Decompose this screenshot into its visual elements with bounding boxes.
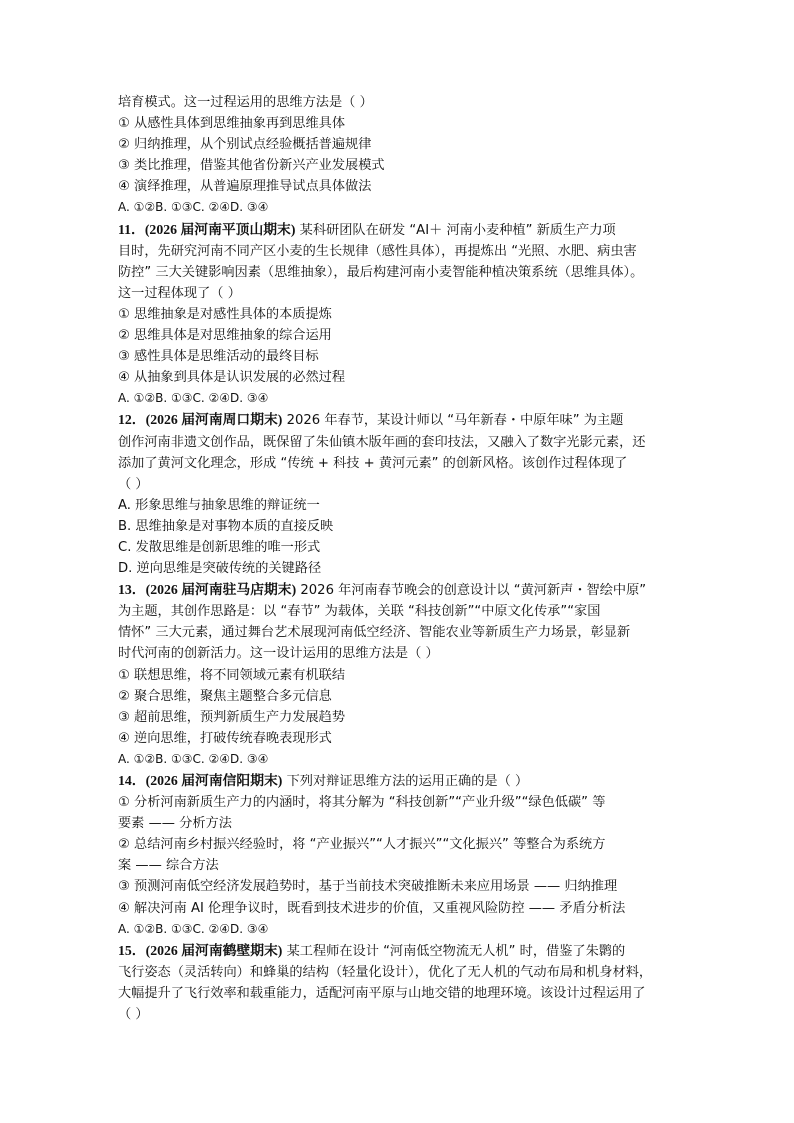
question-stem-line: 14．(2026 届河南信阳期末) 下列对辩证思维方法的运用正确的是（ ） [118, 773, 529, 789]
question-14 [118, 770, 694, 940]
option-1-cont: 要素 —— 分析方法 [118, 816, 232, 832]
option-3: ③ 感性具体是思维活动的最终目标 [118, 349, 319, 365]
question-number: 15．(2026 届河南鹤壁期末) [118, 942, 283, 958]
option-3: ③ 类比推理，借鉴其他省份新兴产业发展模式 [118, 158, 385, 174]
option-c: C. 发散思维是创新思维的唯一形式 [118, 539, 321, 555]
question-stem-line: 12．(2026 届河南周口期末) 2026 年春节，某设计师以 “马年新春・中原年味” 为主题 [118, 412, 624, 429]
question-10-tail [118, 92, 694, 219]
question-11 [118, 219, 694, 410]
question-stem-line: 为主题，其创作思路是：以 “春节” 为载体，关联 “科技创新”“中原文化传承”“家国 [118, 604, 601, 620]
question-stem-line: 目时，先研究河南不同产区小麦的生长规律（感性具体），再提炼出 “光照、水肥、病虫害 [118, 243, 637, 259]
question-stem-line: 防控” 三大关键影响因素（思维抽象），最后构建河南小麦智能种植决策系统（思维具体）。 [118, 264, 644, 280]
answer-choices: A. ①②B. ①③C. ②④D. ③④ [118, 391, 269, 406]
question-stem-line: 大幅提升了飞行效率和载重能力，适配河南平原与山地交错的地理环境。该设计过程运用了 [118, 985, 646, 1001]
question-number: 11．(2026 届河南平顶山期末) [118, 221, 296, 237]
option-4: ④ 逆向思维，打破传统春晚表现形式 [118, 730, 332, 746]
answer-choices: A. ①②B. ①③C. ②④D. ③④ [118, 200, 269, 215]
option-3: ③ 超前思维，预判新质生产力发展趋势 [118, 709, 346, 725]
option-b: B. 思维抽象是对事物本质的直接反映 [118, 518, 334, 534]
question-stem-line: 这一过程体现了（ ） [118, 285, 241, 301]
question-number: 14．(2026 届河南信阳期末) [118, 773, 283, 788]
option-a: A. 形象思维与抽象思维的辩证统一 [118, 497, 320, 513]
question-stem-line: 飞行姿态（灵活转向）和蜂巢的结构（轻量化设计），优化了无人机的气动布局和机身材料， [118, 964, 653, 980]
option-2: ② 思维具体是对思维抽象的综合运用 [118, 328, 332, 344]
question-stem-line: （ ） [118, 476, 149, 492]
option-2: ② 聚合思维，聚焦主题整合多元信息 [118, 688, 332, 704]
question-number: 12．(2026 届河南周口期末) [118, 412, 283, 428]
question-stem-line: 11．(2026 届河南平顶山期末) 某科研团队在研发 “AI＋ 河南小麦种植” 新质生产力项 [118, 221, 616, 238]
question-13 [118, 579, 694, 770]
option-1: ① 从感性具体到思维抽象再到思维具体 [118, 116, 346, 132]
option-4: ④ 演绎推理，从普遍原理推导试点具体做法 [118, 179, 372, 195]
question-12 [118, 409, 694, 579]
answer-choices: A. ①②B. ①③C. ②④D. ③④ [118, 751, 269, 766]
answer-choices: A. ①②B. ①③C. ②④D. ③④ [118, 921, 269, 936]
question-stem-line: 创作河南非遗文创作品，既保留了朱仙镇木版年画的套印技法，又融入了数字光影元素，还 [118, 434, 646, 450]
option-2: ② 总结河南乡村振兴经验时，将 “产业振兴”“人才振兴”“文化振兴” 等整合为系统方 [118, 837, 606, 853]
question-stem-line: 15．(2026 届河南鹤壁期末) 某工程师在设计 “河南低空物流无人机” 时，借鉴了朱鹮的 [118, 942, 626, 959]
option-3: ③ 预测河南低空经济发展趋势时，基于当前技术突破推断未来应用场景 —— 归纳推理 [118, 879, 618, 895]
option-d: D. 逆向思维是突破传统的关键路径 [118, 561, 322, 577]
question-number: 13．(2026 届河南驻马店期末) [118, 582, 297, 598]
option-1: ① 联想思维，将不同领域元素有机联结 [118, 667, 346, 683]
question-15 [118, 940, 694, 1025]
option-1: ① 思维抽象是对感性具体的本质提炼 [118, 306, 332, 322]
question-stem-line: 情怀” 三大元素，通过舞台艺术展现河南低空经济、智能农业等新质生产力场景，彰显新 [118, 625, 631, 641]
question-stem-line: 时代河南的创新活力。这一设计运用的思维方法是（ ） [118, 646, 439, 662]
question-stem-line: （ ） [118, 1007, 149, 1023]
option-1: ① 分析河南新质生产力的内涵时，将其分解为 “科技创新”“产业升级”“绿色低碳” 等 [118, 795, 606, 811]
option-4: ④ 从抽象到具体是认识发展的必然过程 [118, 370, 346, 386]
option-2: ② 归纳推理，从个别试点经验概括普遍规律 [118, 137, 372, 153]
question-stem-line: 培育模式。这一过程运用的思维方法是（ ） [118, 95, 373, 110]
question-stem-line: 13．(2026 届河南驻马店期末) 2026 年河南春节晚会的创意设计以 “黄河新声・智绘中原” [118, 582, 647, 599]
question-stem-line: 添加了黄河文化理念，形成 “传统 + 科技 + 黄河元素” 的创新风格。该创作过程体现了 [118, 455, 628, 471]
option-4: ④ 解决河南 AI 伦理争议时，既看到技术进步的价值，又重视风险防控 —— 矛盾分析法 [118, 900, 626, 916]
option-2-cont: 案 —— 综合方法 [118, 858, 219, 874]
